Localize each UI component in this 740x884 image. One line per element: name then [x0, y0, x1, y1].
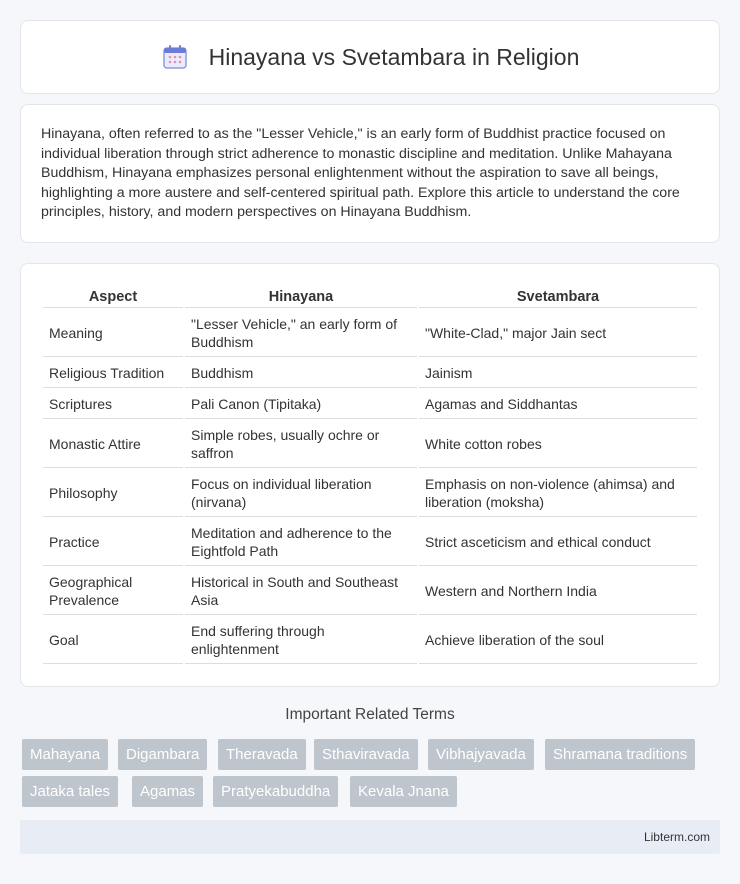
table-cell: Buddhism [185, 359, 417, 388]
table-row [43, 421, 697, 468]
column-header: Svetambara [419, 286, 697, 308]
header-card [20, 20, 720, 94]
related-terms-title: Important Related Terms [285, 706, 455, 723]
table-cell: Achieve liberation of the soul [419, 617, 697, 664]
tag-shramana-traditions[interactable]: Shramana traditions [545, 739, 695, 770]
table-cell: Meditation and adherence to the Eightfold Path [185, 519, 417, 566]
table-cell: Strict asceticism and ethical conduct [419, 519, 697, 566]
table-cell: Geographical Prevalence [43, 568, 183, 615]
column-header: Aspect [43, 286, 183, 308]
table-cell: "White-Clad," major Jain sect [419, 310, 697, 357]
table-cell: Meaning [43, 310, 183, 357]
table-cell: Monastic Attire [43, 421, 183, 468]
table-cell: Goal [43, 617, 183, 664]
table-cell: Religious Tradition [43, 359, 183, 388]
table-cell: Emphasis on non-violence (ahimsa) and liberation (moksha) [419, 470, 697, 517]
tag-agamas[interactable]: Agamas [132, 776, 203, 807]
tag-kevala-jnana[interactable]: Kevala Jnana [350, 776, 457, 807]
table-row [43, 568, 697, 615]
calendar-icon [161, 43, 189, 71]
table-row [43, 310, 697, 357]
table-row [43, 617, 697, 664]
table-row [43, 519, 697, 566]
intro-card [20, 104, 720, 243]
tag-mahayana[interactable]: Mahayana [22, 739, 108, 770]
tag-pratyekabuddha[interactable]: Pratyekabuddha [213, 776, 338, 807]
tag-digambara[interactable]: Digambara [118, 739, 207, 770]
page-title: Hinayana vs Svetambara in Religion [208, 43, 580, 70]
related-terms-section [20, 706, 720, 738]
comparison-table-card [20, 263, 720, 687]
column-header: Hinayana [185, 286, 417, 308]
table-cell: Western and Northern India [419, 568, 697, 615]
table-cell: Philosophy [43, 470, 183, 517]
intro-text: Hinayana, often referred to as the "Lesser Vehicle," is an early form of Buddhist practice focused on individual liberation through strict adherence to monastic discipline and meditation. Unlike Mahayana Buddhism, Hinayana emphasizes personal enlightenment without the aspiration to save all beings, highlighting a more austere and self-centered spiritual path. Explore this article to understand the core principles, history, and modern perspectives on Hinayana Buddhism. [41, 126, 680, 221]
table-cell: Jainism [419, 359, 697, 388]
table-cell: Focus on individual liberation (nirvana) [185, 470, 417, 517]
table-cell: Simple robes, usually ochre or saffron [185, 421, 417, 468]
table-row [43, 359, 697, 388]
table-cell: End suffering through enlightenment [185, 617, 417, 664]
table-cell: Scriptures [43, 390, 183, 419]
table-header-row [43, 286, 697, 308]
table-row [43, 470, 697, 517]
tag-vibhajyavada[interactable]: Vibhajyavada [428, 739, 534, 770]
table-cell: Pali Canon (Tipitaka) [185, 390, 417, 419]
table-cell: "Lesser Vehicle," an early form of Buddhism [185, 310, 417, 357]
tag-jataka-tales[interactable]: Jataka tales [22, 776, 118, 807]
footer [20, 820, 720, 854]
table-cell: Practice [43, 519, 183, 566]
tag-sthaviravada[interactable]: Sthaviravada [314, 739, 418, 770]
footer-site-link[interactable]: Libterm.com [643, 830, 710, 844]
table-cell: Historical in South and Southeast Asia [185, 568, 417, 615]
table-row [43, 390, 697, 419]
table-cell: White cotton robes [419, 421, 697, 468]
table-cell: Agamas and Siddhantas [419, 390, 697, 419]
comparison-table [41, 284, 699, 666]
tag-theravada[interactable]: Theravada [218, 739, 306, 770]
